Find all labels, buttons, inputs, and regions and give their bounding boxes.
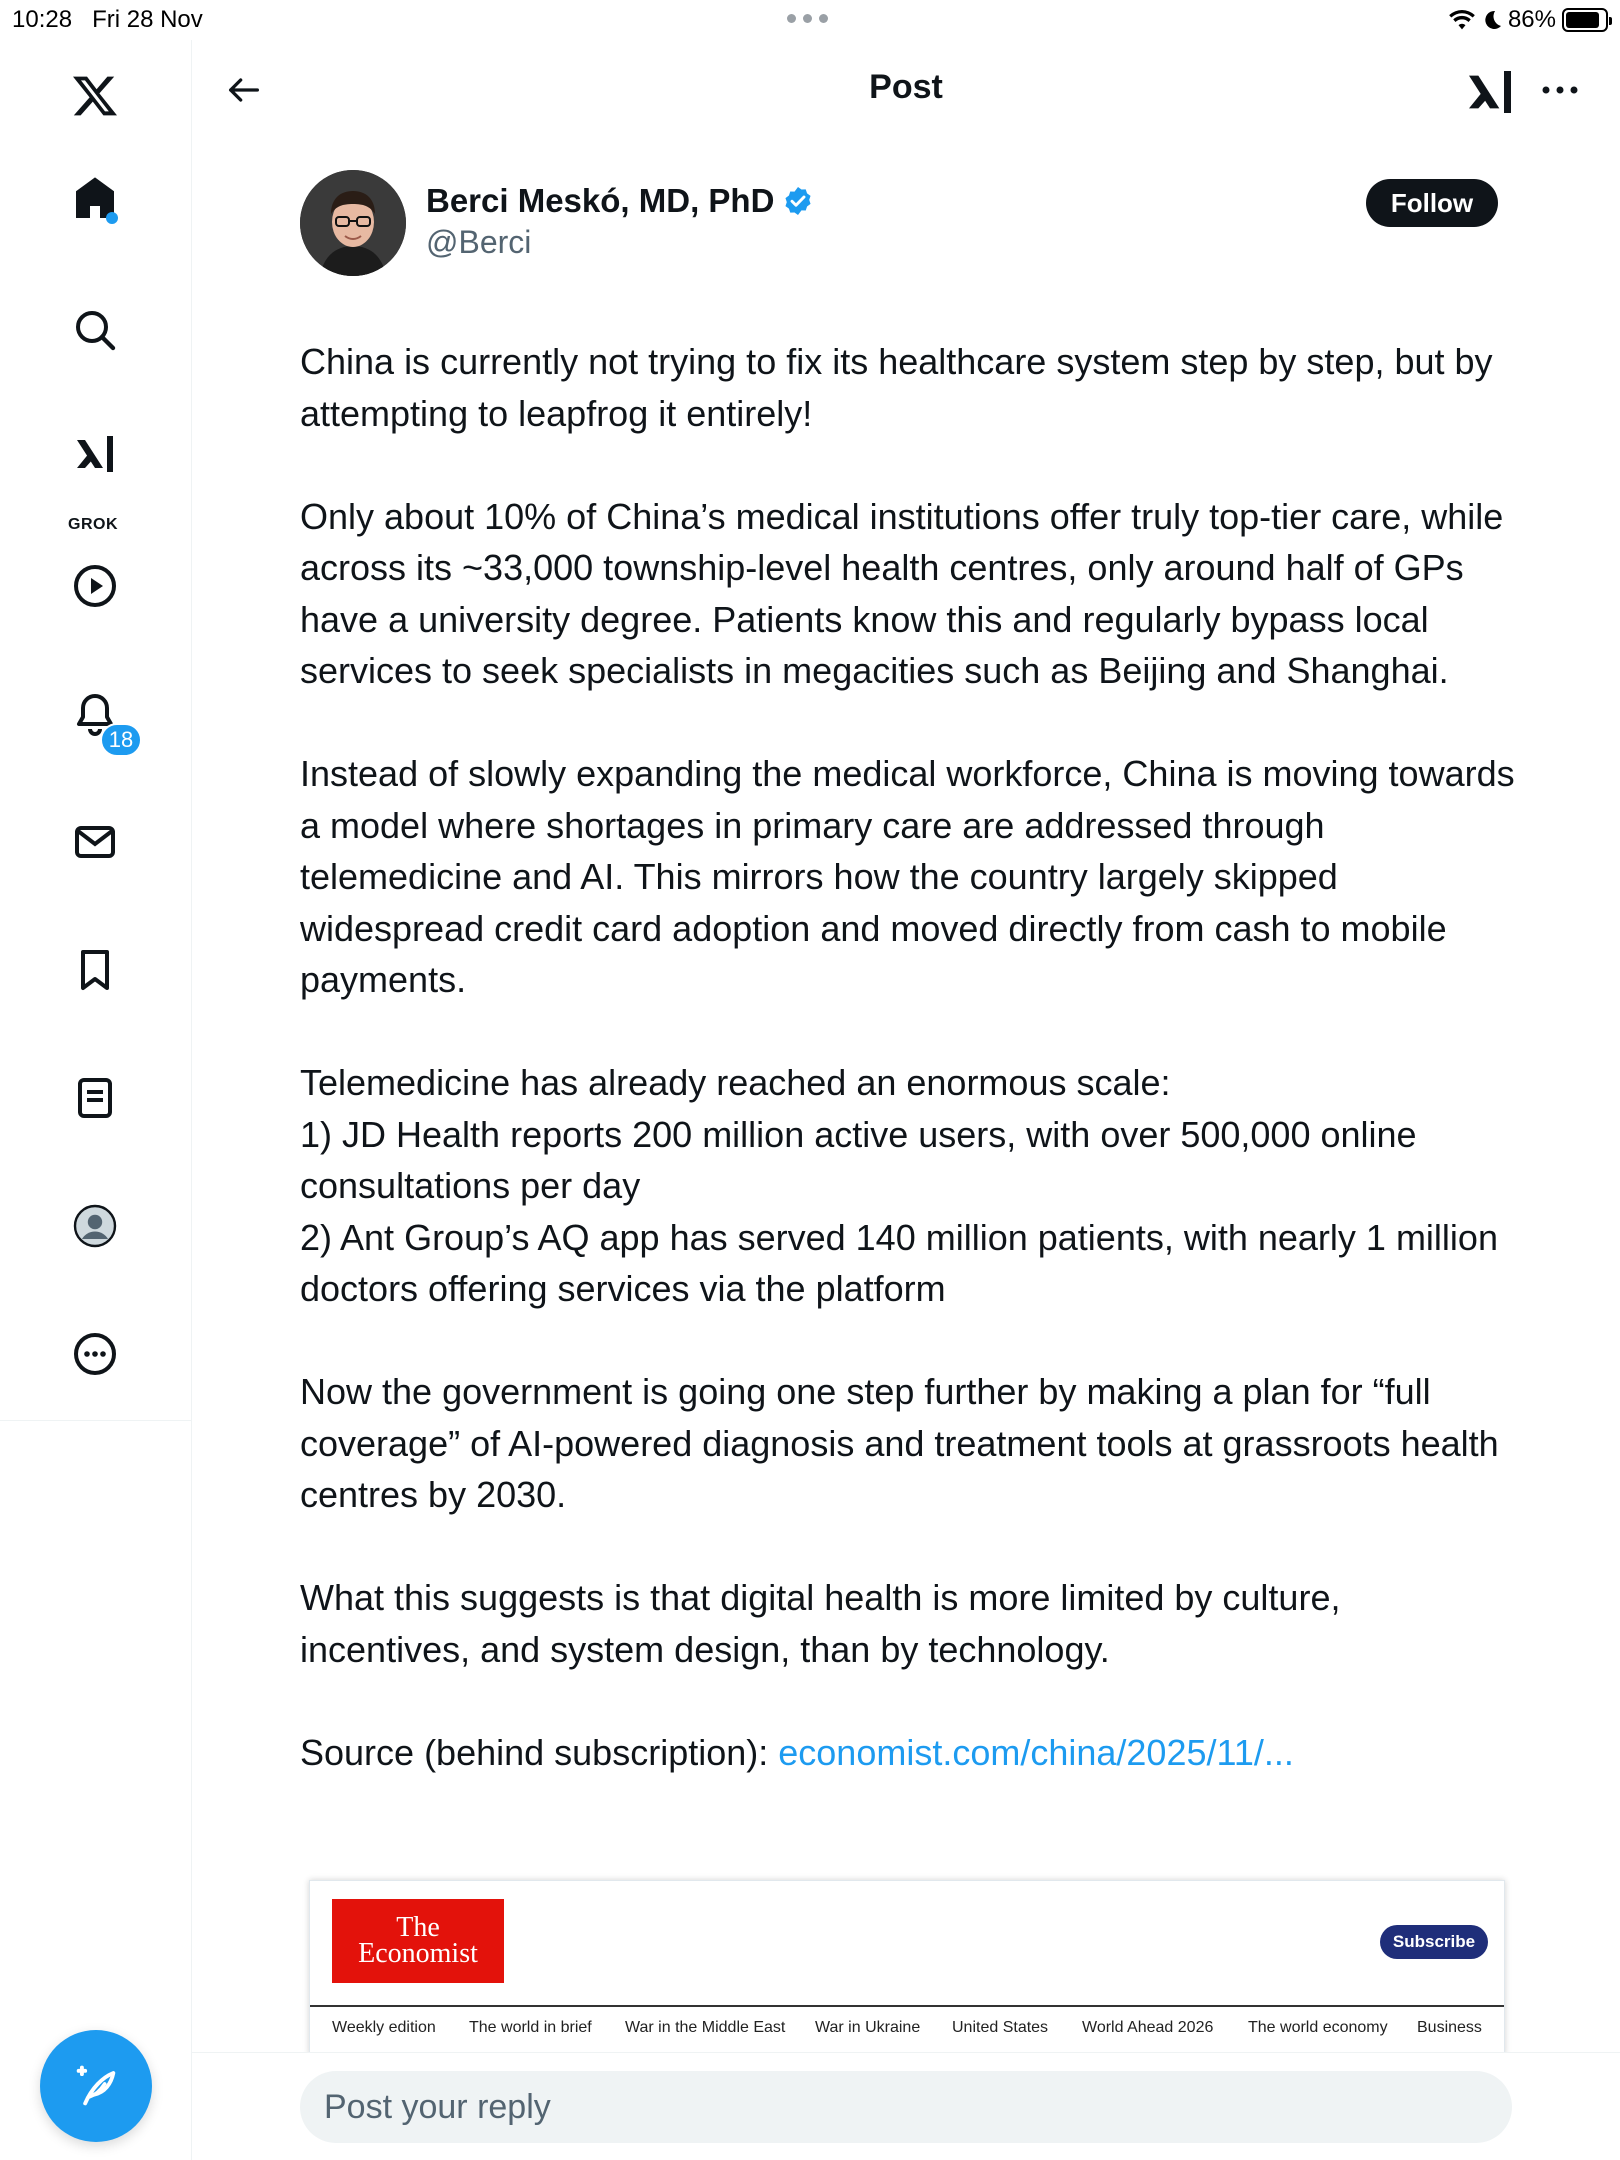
x-logo-icon[interactable]	[63, 64, 127, 128]
subscribe-button: Subscribe	[1380, 1925, 1488, 1959]
home-unread-dot	[106, 212, 118, 224]
reply-bar	[192, 2052, 1620, 2160]
page-title: Post	[869, 68, 943, 106]
post-paragraph: What this suggests is that digital health is more limited by culture, incentives, and system design, than by technology.	[300, 1577, 1341, 1670]
post-list-item: 1) JD Health reports 200 million active users, with over 500,000 online consultations per day	[300, 1113, 1417, 1206]
post-header	[192, 40, 1620, 140]
link-preview-card[interactable]	[309, 1880, 1505, 2055]
economist-nav-item: War in Ukraine	[815, 2019, 921, 2036]
post-source	[300, 1727, 1520, 1779]
battery-percent: 86%	[1507, 6, 1556, 33]
author-name[interactable]	[426, 182, 814, 220]
compose-feather-icon	[70, 2060, 122, 2112]
compose-post-button[interactable]	[40, 2030, 152, 2142]
post-text	[300, 336, 1520, 1830]
notifications-badge: 18	[100, 723, 142, 757]
author-handle[interactable]: @Berci	[426, 224, 532, 260]
sidebar-divider	[0, 1420, 192, 1421]
author-name-text: Berci Meskó, MD, PhD	[426, 182, 775, 219]
more-menu-button[interactable]	[1532, 62, 1588, 118]
more-options-icon[interactable]	[63, 1322, 127, 1386]
economist-logo-line: The	[396, 1912, 440, 1943]
post-paragraph: Instead of slowly expanding the medical workforce, China is moving towards a model where shortages in primary care are addressed through telemedicine and AI. This mirrors how the country largely skipped widespread credit card adoption and moved directly from cash to mobile payments.	[300, 753, 1515, 1000]
multitask-dots-icon[interactable]	[787, 14, 828, 23]
post-paragraph: Now the government is going one step further by making a plan for “full coverage” of AI-powered diagnosis and treatment tools at grassroots health centres by 2030.	[300, 1371, 1499, 1515]
verified-badge-icon	[782, 185, 814, 217]
lists-icon[interactable]	[63, 1066, 127, 1130]
profile-icon[interactable]	[63, 1194, 127, 1258]
follow-button[interactable]: Follow	[1366, 179, 1498, 227]
wifi-icon	[1448, 9, 1476, 31]
video-icon[interactable]	[63, 554, 127, 618]
economist-nav-item: The world in brief	[469, 2019, 592, 2036]
economist-nav-item: Weekly edition	[332, 2019, 436, 2036]
ellipsis-icon	[1540, 84, 1580, 96]
post-list	[300, 1057, 1520, 1315]
status-date: Fri 28 Nov	[92, 6, 203, 33]
status-indicators	[1448, 6, 1608, 34]
economist-nav-item: United States	[952, 2019, 1049, 2036]
status-bar	[0, 0, 1620, 40]
author-avatar[interactable]	[300, 170, 406, 276]
economist-nav-item: Business	[1417, 2019, 1482, 2036]
post-list-intro: Telemedicine has already reached an enormous scale:	[300, 1062, 1171, 1103]
economist-logo	[332, 1899, 504, 1983]
post-list-item: 2) Ant Group’s AQ app has served 140 million patients, with nearly 1 million doctors offering services via the platform	[300, 1216, 1498, 1309]
battery-icon	[1562, 8, 1608, 32]
economist-nav-item: World Ahead 2026	[1082, 2019, 1214, 2036]
search-icon[interactable]	[63, 298, 127, 362]
source-link[interactable]: economist.com/china/2025/11/...	[778, 1731, 1294, 1773]
bookmarks-icon[interactable]	[63, 938, 127, 1002]
reply-input[interactable]: Post your reply	[300, 2071, 1512, 2143]
post-paragraph: Only about 10% of China’s medical institutions offer truly top-tier care, while across its ~33,000 township-level health centres, only around half of GPs have a university degree. Patients know this and regularly bypass local services to seek specialists in megacities such as Beijing and Shanghai.	[300, 495, 1504, 691]
card-divider	[310, 2005, 1505, 2007]
post-paragraph: China is currently not trying to fix its healthcare system step by step, but by attempting to leapfrog it entirely!	[300, 341, 1493, 434]
moon-icon	[1482, 9, 1502, 31]
grok-xai-icon[interactable]	[1462, 64, 1518, 120]
grok-label: GROK	[68, 516, 118, 533]
grok-icon[interactable]	[63, 422, 127, 486]
source-prefix: Source (behind subscription):	[300, 1731, 779, 1773]
economist-nav-item: The world economy	[1248, 2019, 1388, 2036]
sidebar-nav	[0, 40, 192, 2160]
economist-nav-item: War in the Middle East	[625, 2019, 786, 2036]
messages-icon[interactable]	[63, 810, 127, 874]
status-time: 10:28 Fri 28 Nov	[12, 6, 203, 33]
economist-logo-line: Economist	[358, 1938, 478, 1969]
